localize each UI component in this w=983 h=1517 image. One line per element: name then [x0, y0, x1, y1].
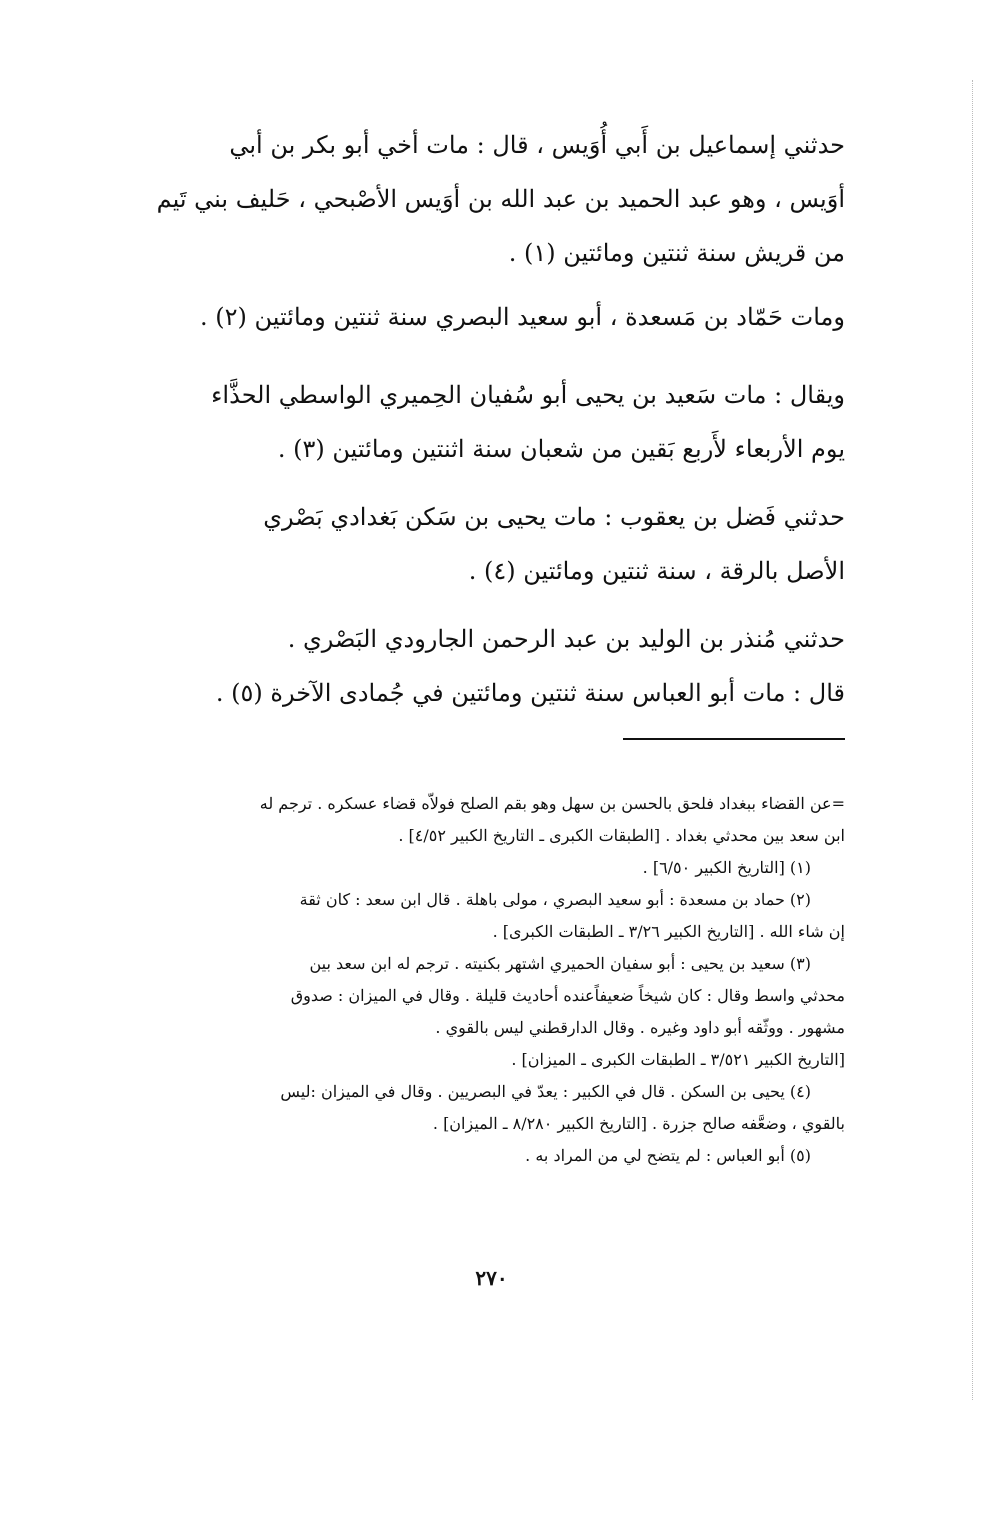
footnote-line: ابن سعد بين محدثي بغداد . [الطبقات الكبرى ـ التاريخ الكبير ٤/٥٢] .: [398, 826, 845, 845]
footnote-line: (٤) يحيى بن السكن . قال في الكبير : يعدّ في البصريين . وقال في الميزان :ليس: [280, 1082, 811, 1101]
footnote-line: محدثي واسط وقال : كان شيخاً ضعيفاًعنده أحاديث قليلة . وقال في الميزان : صدوق: [290, 986, 845, 1005]
text-line: ومات حَمّاد بن مَسعدة ، أبو سعيد البصري سنة ثنتين ومائتين (٢) .: [200, 303, 845, 331]
footnote-line: =عن القضاء ببغداد فلحق بالحسن بن سهل وهو بقم الصلح فولاّه قضاء عسكره . ترجم له: [259, 794, 845, 813]
text-line: قال : مات أبو العباس سنة ثنتين ومائتين في جُمادى الآخرة (٥) .: [215, 679, 845, 707]
footnote-separator: [623, 738, 845, 740]
footnote-line: (٣) سعيد بن يحيى : أبو سفيان الحميري اشتهر بكنيته . ترجم له ابن سعد بين: [309, 954, 811, 973]
scan-edge-mark: [971, 80, 973, 1400]
footnote-line: [التاريخ الكبير ٣/٥٢١ ـ الطبقات الكبرى ـ الميزان] .: [511, 1050, 845, 1069]
main-paragraph-3: [140, 368, 845, 476]
footnote-line: بالقوي ، وضعَّفه صالح جزرة . [التاريخ الكبير ٨/٢٨٠ ـ الميزان] .: [432, 1114, 845, 1133]
main-paragraph-1: [140, 118, 845, 280]
footnote-line: (١) [التاريخ الكبير ٦/٥٠] .: [642, 858, 811, 877]
main-paragraph-4: [140, 490, 845, 598]
footnote-line: (٢) حماد بن مسعدة : أبو سعيد البصري ، مولى باهلة . قال ابن سعد : كان ثقة: [299, 890, 811, 909]
main-paragraph-5: [140, 612, 845, 720]
footnote-line: (٥) أبو العباس : لم يتضح لي من المراد به .: [525, 1146, 811, 1165]
text-line: حدثني إسماعيل بن أَبي أُوَيس ، قال : مات أخي أبو بكر بن أبي: [229, 131, 845, 159]
text-line: يوم الأربعاء لأَربع بَقين من شعبان سنة اثنتين ومائتين (٣) .: [277, 435, 845, 463]
footnote-line: إن شاء الله . [التاريخ الكبير ٣/٢٦ ـ الطبقات الكبرى] .: [492, 922, 845, 941]
main-paragraph-2: [140, 290, 845, 344]
footnotes: [140, 788, 845, 1172]
text-line: حدثني فَضل بن يعقوب : مات يحيى بن سَكن بَغدادي بَصْري: [263, 503, 845, 531]
text-line: حدثني مُنذر بن الوليد بن عبد الرحمن الجارودي البَصْري .: [287, 625, 845, 653]
text-line: أوَيس ، وهو عبد الحميد بن عبد الله بن أوَيس الأصْبحي ، حَليف بني تَيم: [156, 185, 845, 213]
footnote-line: مشهور . ووثّقه أبو داود وغيره . وقال الدارقطني ليس بالقوي .: [435, 1018, 845, 1037]
text-line: من قريش سنة ثنتين ومائتين (١) .: [508, 239, 845, 267]
text-line: الأصل بالرقة ، سنة ثنتين ومائتين (٤) .: [468, 557, 845, 585]
text-line: ويقال : مات سَعيد بن يحيى أبو سُفيان الحِميري الواسطي الحذَّاء: [211, 381, 845, 409]
page-number: ٢٧٠: [475, 1266, 508, 1290]
